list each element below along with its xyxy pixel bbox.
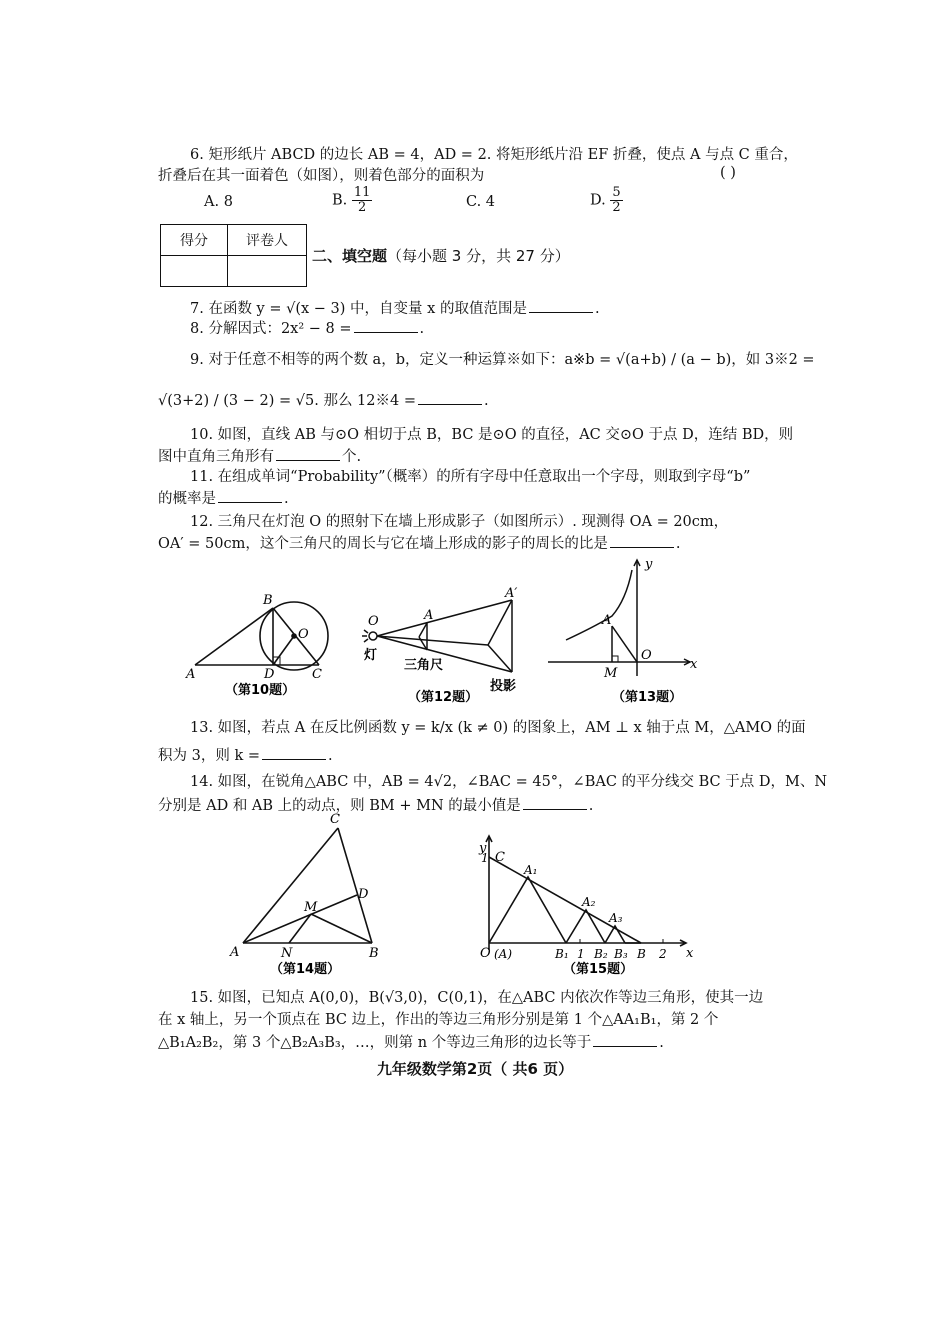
q6-line1: 6. 矩形纸片 ABCD 的边长 AB = 4，AD = 2. 将矩形纸片沿 EF 折叠，使点 A 与点 C 重合， bbox=[190, 147, 798, 163]
fig10-label-a: A bbox=[186, 667, 196, 682]
fig15-caption: （第15题） bbox=[563, 962, 634, 977]
fig14-label-n: N bbox=[281, 946, 293, 961]
fig10-label-c: C bbox=[312, 667, 322, 682]
fig13-caption: （第13题） bbox=[612, 690, 683, 705]
fig13-label-a: A bbox=[602, 613, 612, 628]
fig15-label-b: B bbox=[637, 947, 646, 961]
fig15-label-one-y: 1 bbox=[481, 851, 489, 865]
fig14-label-b: B bbox=[369, 946, 379, 961]
q10-line1: 10. 如图，直线 AB 与⊙O 相切于点 B，BC 是⊙O 的直径，AC 交⊙O 于点 D，连结 BD，则 bbox=[190, 427, 794, 443]
fig13-label-o: O bbox=[641, 648, 652, 663]
fig10-label-o: O bbox=[298, 627, 309, 642]
fig15-label-b1: B₁ bbox=[555, 947, 569, 961]
q9-line2: √(3+2) / (3 − 2) = √5. 那么 12※4 = . bbox=[158, 390, 489, 411]
fig15-label-a1: A₁ bbox=[524, 863, 538, 877]
fig14-caption: （第14题） bbox=[270, 962, 341, 977]
q6-answer-paren: ( ) bbox=[720, 165, 736, 181]
fig12-caption: （第12题） bbox=[408, 690, 479, 705]
q12-line2: OA′ = 50cm，这个三角尺的周长与它在墙上形成的影子的周长的比是 . bbox=[158, 533, 680, 554]
fig15-label-one-x: 1 bbox=[577, 947, 585, 961]
section-heading: 二、填空题（每小题 3 分，共 27 分） bbox=[312, 247, 570, 265]
grader-label: 评卷人 bbox=[228, 225, 307, 256]
fig13-label-x: x bbox=[690, 657, 698, 672]
fig15-label-b3: B₃ bbox=[614, 947, 628, 961]
option-c: C. 4 bbox=[466, 194, 496, 210]
fig13-label-m: M bbox=[604, 666, 618, 681]
figure-14 bbox=[243, 828, 372, 943]
q8: 8. 分解因式：2x² − 8 = . bbox=[190, 318, 424, 339]
q11-line2: 的概率是 . bbox=[158, 488, 289, 509]
fig12-label-a: A bbox=[424, 608, 434, 623]
fig15-label-a3: A₃ bbox=[609, 911, 623, 925]
fig15-label-y: y bbox=[479, 841, 487, 856]
q9-line1: 9. 对于任意不相等的两个数 a，b，定义一种运算※如下：a※b = √(a+b) / (a − b)，如 3※2 = bbox=[190, 352, 815, 368]
score-label: 得分 bbox=[161, 225, 228, 256]
q15-line1: 15. 如图，已知点 A(0,0)，B(√3,0)，C(0,1)，在△ABC 内依次作等边三角形，使其一边 bbox=[190, 990, 764, 1006]
fig12-label-o: O bbox=[368, 614, 379, 629]
q6-line2: 折叠后在其一面着色（如图），则着色部分的面积为 bbox=[158, 168, 485, 184]
fig12-label-shadow: 投影 bbox=[490, 679, 517, 694]
fig10-label-d: D bbox=[264, 667, 275, 682]
q7: 7. 在函数 y = √(x − 3) 中，自变量 x 的取值范围是 . bbox=[190, 298, 600, 319]
fig12-label-a-prime: A′ bbox=[505, 586, 518, 601]
fig14-label-c: C bbox=[330, 812, 340, 827]
q10-line2: 图中直角三角形有 个. bbox=[158, 446, 361, 467]
page-footer: 九年级数学第2页（ 共6 页） bbox=[376, 1060, 574, 1078]
option-a: A. 8 bbox=[204, 194, 233, 210]
fig15-label-two: 2 bbox=[659, 947, 667, 961]
fig14-label-a: A bbox=[230, 945, 240, 960]
figure-15 bbox=[486, 836, 686, 950]
fig10-label-b: B bbox=[263, 593, 273, 608]
q11-line1: 11. 在组成单词“Probability”（概率）的所有字母中任意取出一个字母，则取到字母“b” bbox=[190, 469, 751, 485]
fig15-label-x: x bbox=[686, 946, 694, 961]
q14-line1: 14. 如图，在锐角△ABC 中，AB = 4√2，∠BAC = 45°，∠BAC 的平分线交 BC 于点 D，M、N bbox=[190, 774, 828, 790]
q12-line1: 12. 三角尺在灯泡 O 的照射下在墙上形成影子（如图所示）. 现测得 OA = 20cm， bbox=[190, 514, 729, 530]
fig13-label-y: y bbox=[645, 557, 653, 572]
fig15-label-a2: A₂ bbox=[582, 895, 596, 909]
fig14-label-d: D bbox=[358, 887, 369, 902]
fig15-label-c: C bbox=[495, 850, 505, 865]
fig10-caption: （第10题） bbox=[225, 683, 296, 698]
q15-line2: 在 x 轴上，另一个顶点在 BC 边上，作出的等边三角形分别是第 1 个△AA₁B₁，第 2 个 bbox=[158, 1012, 719, 1028]
fig15-label-a-paren: (A) bbox=[494, 947, 513, 961]
q13-line1: 13. 如图，若点 A 在反比例函数 y = k/x (k ≠ 0) 的图象上，AM ⊥ x 轴于点 M，△AMO 的面 bbox=[190, 720, 806, 736]
q15-line3: △B₁A₂B₂，第 3 个△B₂A₃B₃，…，则第 n 个等边三角形的边长等于 . bbox=[158, 1032, 664, 1053]
fig14-label-m: M bbox=[304, 900, 318, 915]
fig15-label-b2: B₂ bbox=[594, 947, 608, 961]
answer-blank[interactable] bbox=[593, 1032, 657, 1047]
q14-line2: 分别是 AD 和 AB 上的动点，则 BM + MN 的最小值是 . bbox=[158, 795, 593, 816]
q13-line2: 积为 3，则 k = . bbox=[158, 745, 333, 766]
fig12-label-lamp: 灯 bbox=[364, 648, 378, 663]
fig15-label-o: O bbox=[480, 946, 491, 961]
option-d: D. $\frac{5}{2}$ bbox=[590, 185, 621, 215]
fig12-label-ruler: 三角尺 bbox=[404, 658, 444, 673]
option-b: B. $\frac{11}{2}$ bbox=[332, 185, 371, 215]
